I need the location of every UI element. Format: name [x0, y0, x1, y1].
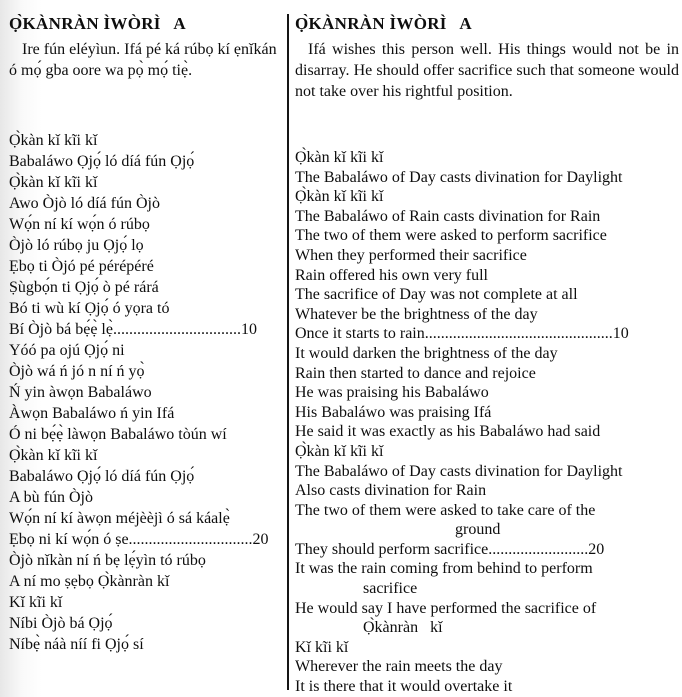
- verse-line: It is there that it would overtake it: [295, 678, 513, 696]
- verse-line: Òjò ló rúbọ ju Ọjọ́ lọ: [9, 237, 144, 254]
- verse-line: Whatever be the brightness of the day: [295, 305, 538, 323]
- verse-line: Ọ̀kàn kǐ kĩi kǐ: [295, 442, 384, 460]
- verse-line: The sacrifice of Day was not complete at all: [295, 286, 578, 304]
- verse-line: He was praising his Babaláwo: [295, 384, 489, 402]
- verse-line: A ní mo ṣẹbọ Ọ̀kànràn kǐ: [9, 573, 170, 590]
- verse-line: Babaláwo Ọjọ́ ló díá fún Ọjọ́: [9, 153, 195, 170]
- verse-line: It was the rain coming from behind to perform: [295, 560, 593, 578]
- verse-line: He said it was exactly as his Babaláwo had said: [295, 423, 601, 441]
- verse-line: Kǐ kĩi kǐ: [295, 638, 349, 656]
- verse-line: Ọ̀kàn kǐ kĩi kǐ: [9, 132, 98, 149]
- column-divider-rule: [287, 14, 289, 690]
- verse-line: Awo Òjò ló díá fún Òjò: [9, 195, 160, 212]
- verse-line: Wherever the rain meets the day: [295, 658, 503, 676]
- verse-line: He would say I have performed the sacrifice of: [295, 599, 597, 617]
- verse-line: Àwọn Babaláwo ń yin Ifá: [9, 405, 175, 422]
- verse-line: Rain then started to dance and rejoice: [295, 364, 536, 382]
- verse-line: sacrifice: [363, 580, 418, 598]
- verse-line: Òjò wá ń jó n ní ń yọ̀: [9, 363, 145, 380]
- verse-line: Níbi Òjò bá Ọjọ́: [9, 615, 113, 632]
- verse-line: Yóó pa ojú Ọjọ́ ni: [9, 342, 125, 359]
- english-verse: [295, 148, 679, 697]
- left-intro-paragraph: Ire fún eléyìun. Ifá pé ká rúbọ kí ẹnǐkán ó mọ́ gba oore wa pọ̀ mọ́ tiẹ̀.: [9, 41, 277, 79]
- yoruba-verse: [9, 130, 287, 655]
- verse-line: Ẹbọ ni kí wọ́n ó ṣe...............................20: [9, 531, 269, 548]
- verse-line: A bù fún Òjò: [9, 489, 93, 506]
- right-section-title: Ọ̀KÀNRÀN ÌWÒRÌ A: [295, 14, 473, 33]
- verse-line: Ó ni bẹ́ẹ̀ làwọn Babaláwo tòún wí: [9, 426, 227, 443]
- verse-line: Bí Òjò bá bẹ́ẹ̀ lẹ̀................................10: [9, 321, 257, 338]
- verse-line: Wọ́n ní kí àwọn méjèèjì ó sá káalẹ̀: [9, 510, 230, 527]
- verse-line: Babaláwo Ọjọ́ ló díá fún Ọjọ́: [9, 468, 195, 485]
- verse-line: Ọ̀kàn kǐ kĩi kǐ: [9, 447, 98, 464]
- verse-line: ground: [455, 521, 501, 539]
- verse-line: Ọ̀kàn kǐ kĩi kǐ: [9, 174, 98, 191]
- verse-line: When they performed their sacrifice: [295, 246, 527, 264]
- verse-line: Bó ti wù kí Ọjọ́ ó yọra tó: [9, 300, 170, 317]
- verse-line: Ń yin àwọn Babaláwo: [9, 384, 152, 401]
- verse-line: Ẹbọ ti Òjó pé pérépéré: [9, 258, 154, 275]
- verse-line: Ọ̀kàn kǐ kĩi kǐ: [295, 149, 384, 166]
- verse-line: They should perform sacrifice.........................20: [295, 540, 605, 558]
- verse-line: Wọ́n ní kí wọ́n ó rúbọ: [9, 216, 150, 233]
- verse-line: Ọ̀kàn kǐ kĩi kǐ: [295, 188, 384, 206]
- verse-line: Rain offered his own very full: [295, 266, 488, 284]
- verse-line: The Babaláwo of Rain casts divination for Rain: [295, 207, 601, 225]
- verse-line: The Babaláwo of Day casts divination for Daylight: [295, 168, 623, 186]
- left-section-title: Ọ̀KÀNRÀN ÌWÒRÌ A: [9, 14, 187, 33]
- verse-line: The Babaláwo of Day casts divination for Daylight: [295, 462, 623, 480]
- verse-line: Ṣùgbọ́n ti Ọjọ́ ò pé rárá: [9, 279, 159, 296]
- verse-line: Kǐ kĩi kǐ: [9, 594, 63, 611]
- english-column: [295, 13, 679, 697]
- verse-line: The two of them were asked to perform sacrifice: [295, 227, 607, 245]
- verse-line: It would darken the brightness of the day: [295, 344, 558, 362]
- verse-line: Also casts divination for Rain: [295, 482, 487, 500]
- verse-line: Òjò nǐkàn ní ń bẹ lẹ́yìn tó rúbọ: [9, 552, 206, 569]
- right-intro-paragraph: Ifá wishes this person well. His things would not be in disarray. He should offer sacrifice such that someone would not take over his rightful position.: [295, 41, 679, 100]
- yoruba-column: [9, 13, 287, 655]
- verse-line: His Babaláwo was praising Ifá: [295, 403, 492, 421]
- verse-line: Ọ̀kànràn kǐ: [363, 619, 443, 637]
- verse-line: The two of them were asked to take care of the: [295, 501, 596, 519]
- verse-line: Níbẹ̀ náà níí fi Ọjọ́ sí: [9, 636, 144, 653]
- verse-line: Once it starts to rain...............................................10: [295, 325, 629, 343]
